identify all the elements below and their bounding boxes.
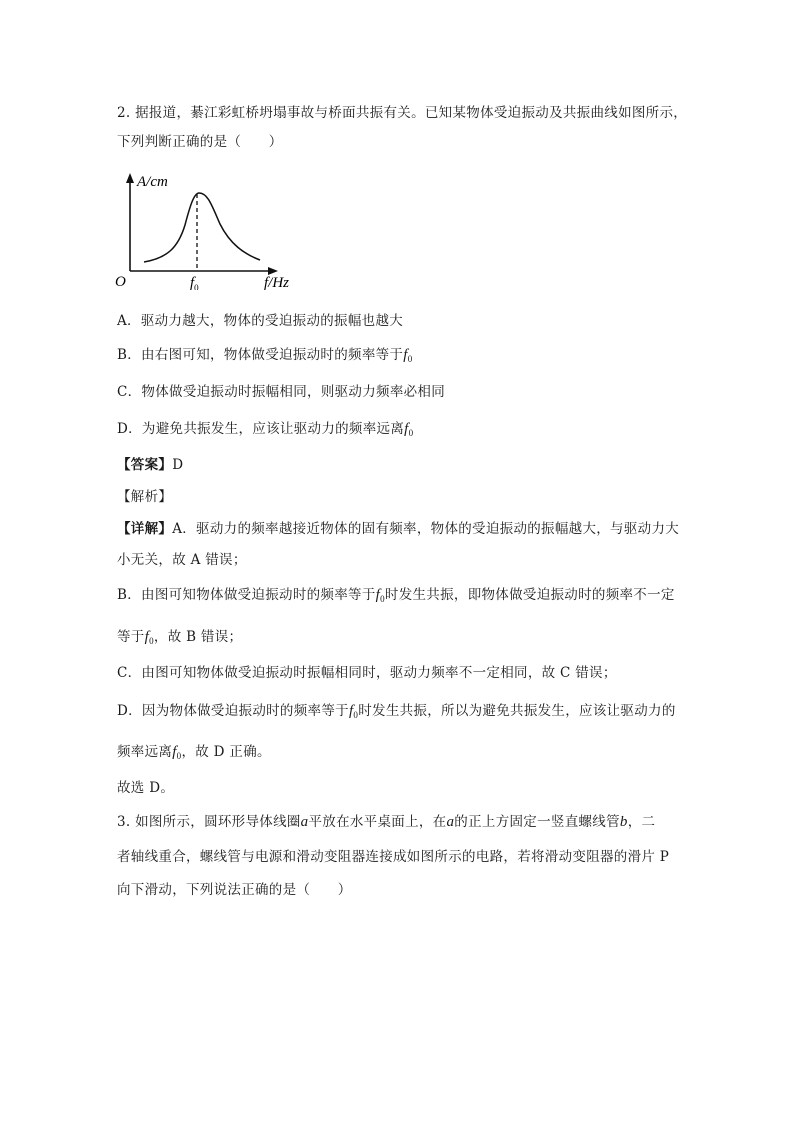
conclusion-line: 故选 D。 [117,780,175,796]
detail-b-line-2 [117,628,242,650]
resonance-curve-figure [112,170,312,290]
q2-stem-line-2: 下列判断正确的是（ ） [117,134,283,150]
option-b-text: B．由右图可知，物体做受迫振动时的频率等于 [117,347,404,363]
detail-d-line-1 [117,702,676,724]
answer-tag: 【答案】 [117,457,173,473]
q3-text-1: 3. 如图所示，圆环形导体线圈 [117,814,301,830]
detail-tag: 【详解】 [117,521,173,537]
f0-symbol: $f_0$ [403,347,413,364]
f0-symbol: $f_0$ [348,703,359,720]
coil-a-symbol: a [446,814,455,830]
analysis-tag: 【解析】 [117,489,173,505]
detail-b2-pre: 等于 [117,629,145,645]
detail-c-line: C．由图可知物体做受迫振动时振幅相同时，驱动力频率不一定相同，故 C 错误； [117,665,617,681]
detail-b-pre: B．由图可知物体做受迫振动时的频率等于 [117,587,376,603]
peak-frequency-label: $f_0$ [190,275,199,290]
option-d [117,420,413,442]
detail-d-line-2 [117,743,271,765]
x-axis-arrow [268,267,278,275]
detail-d2-pre: 频率远离 [117,744,173,760]
answer-line [117,456,183,474]
q2-stem-line-1: 2. 据报道，綦江彩虹桥坍塌事故与桥面共振有关。已知某物体受迫振动及共振曲线如图所示， [117,105,688,121]
q3-line-3: 向下滑动，下列说法正确的是（ ） [117,882,352,898]
answer-value: D [172,457,184,473]
detail-b2-post: ，故 B 错误； [153,629,243,645]
detail-a-text: A．驱动力的频率越接近物体的固有频率，物体的受迫振动的振幅越大，与驱动力大 [172,521,680,537]
option-c: C．物体做受迫振动时振幅相同，则驱动力频率必相同 [117,384,446,400]
q3-line-2: 者轴线重合，螺线管与电源和滑动变阻器连接成如图所示的电路，若将滑动变阻器的滑片 P [117,849,670,865]
detail-a-line-2: 小无关，故 A 错误； [117,552,247,568]
detail-a-line-1 [117,520,679,538]
y-axis-arrow [126,173,134,183]
option-d-text: D．为避免共振发生，应该让驱动力的频率远离 [117,421,405,437]
detail-d-post: 时发生共振，所以为避免共振发生，应该让驱动力的 [358,703,676,719]
detail-d-pre: D．因为物体做受迫振动时的频率等于 [117,703,349,719]
f0-symbol: $f_0$ [375,587,385,604]
resonance-curve [144,193,260,262]
f0-symbol: $f_0$ [172,744,182,761]
q3-text-3: 的正上方固定一竖直螺线管 [454,814,620,830]
option-b [117,346,413,368]
origin-label: O [115,274,126,290]
f0-symbol: $f_0$ [404,421,414,438]
option-a: A．驱动力越大，物体的受迫振动的振幅也越大 [117,313,404,329]
q3-text-2: 平放在水平桌面上，在 [308,814,447,830]
solenoid-b-symbol: b [619,814,628,830]
x-axis-label: f/Hz [264,275,290,290]
f0-symbol: $f_0$ [144,629,154,646]
y-axis-label: A/cm [137,174,168,190]
coil-a-symbol: a [300,814,309,830]
detail-b-line-1 [117,586,675,608]
detail-b-post: 时发生共振，即物体做受迫振动时的频率不一定 [384,587,675,603]
detail-d2-post: ，故 D 正确。 [181,744,271,760]
q3-text-4: ，二 [627,814,656,830]
q3-line-1 [117,813,655,831]
